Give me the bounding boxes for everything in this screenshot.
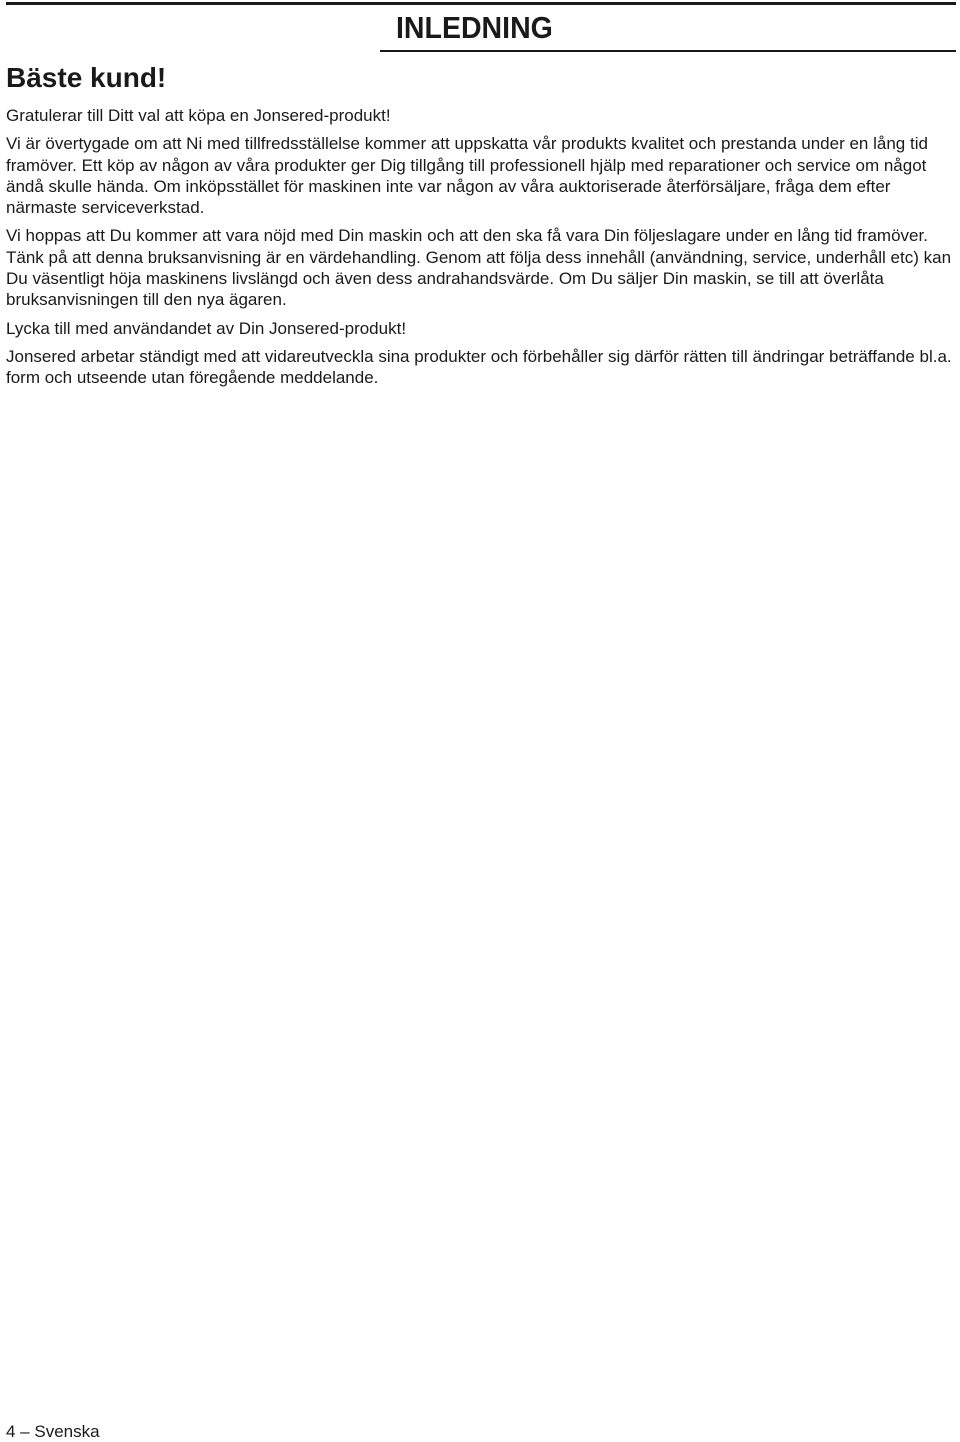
paragraph-congratulations: Gratulerar till Ditt val att köpa en Jonsered-produkt! bbox=[6, 106, 391, 125]
paragraph-quality: Vi är övertygade om att Ni med tillfredsställelse kommer att uppskatta vår produkts kvalitet och prestanda under en lång tid framöver. Ett köp av någon av våra produkter ger Dig tillgång till professionell hjälp med reparationer och service om något ändå skulle hända. Om inköpsstället för maskinen inte var någon av våra auktoriserade återförsäljare, fråga dem efter närmaste serviceverkstad. bbox=[6, 134, 928, 218]
paragraph-disclaimer: Jonsered arbetar ständigt med att vidareutveckla sina produkter och förbehåller sig därför rätten till ändringar beträffande bl.a. form och utseende utan föregående meddelande. bbox=[6, 346, 952, 388]
section-header: INLEDNING bbox=[396, 10, 553, 45]
page-title: Bäste kund! bbox=[6, 62, 167, 93]
paragraph-good-luck: Lycka till med användandet av Din Jonsered-produkt! bbox=[6, 318, 407, 338]
page-footer: 4 – Svenska bbox=[6, 1422, 100, 1441]
body-text bbox=[6, 105, 956, 396]
header-bottom-rule bbox=[380, 50, 956, 52]
header-top-rule bbox=[6, 2, 956, 5]
paragraph-manual: Vi hoppas att Du kommer att vara nöjd med Din maskin och att den ska få vara Din följeslagare under en lång tid framöver. Tänk på att denna bruksanvisning är en värdehandling. Genom att följa dess innehåll (användning, service, underhåll etc) kan Du väsentligt höja maskinens livslängd och även dess andrahandsvärde. Om Du säljer Din maskin, se till att överlåta bruksanvisningen till den nya ägaren. bbox=[6, 226, 952, 310]
